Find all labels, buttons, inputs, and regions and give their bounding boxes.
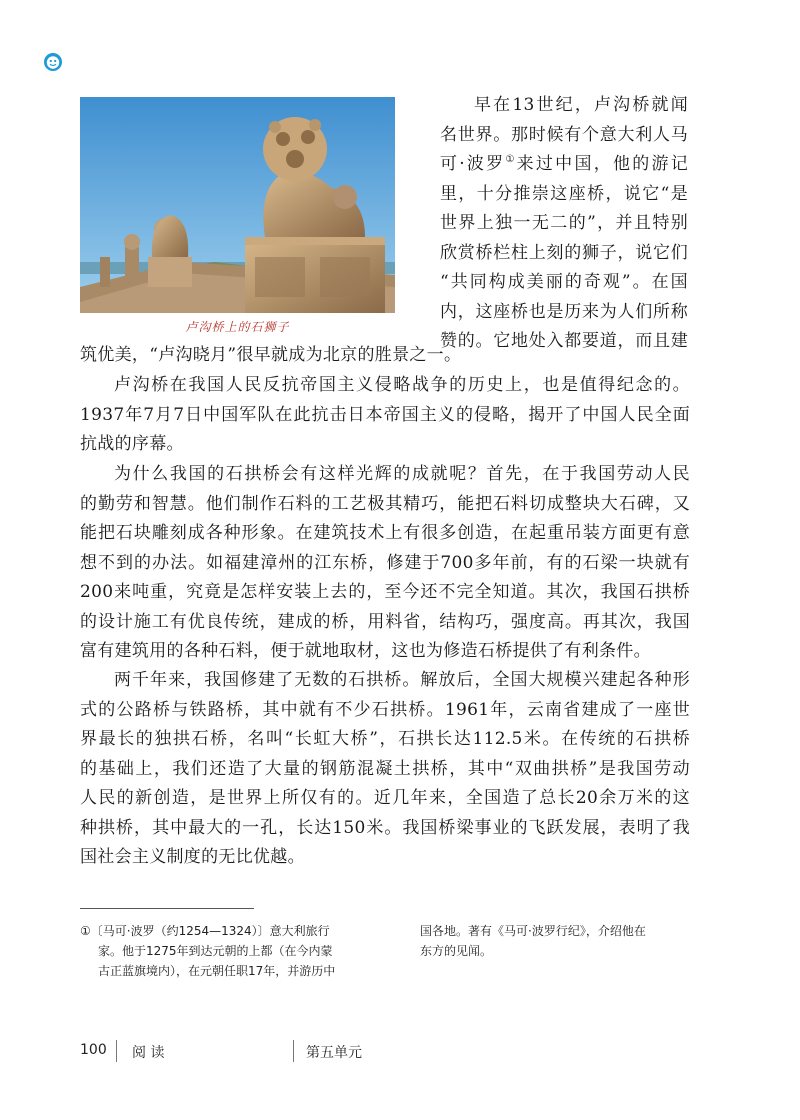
paragraph-3-line-1: 为什么我国的石拱桥会有这样光辉的成就呢？首先，在于我国劳动人民: [114, 464, 690, 484]
footnote-divider: [80, 908, 254, 909]
paragraph-1-line-8: 内，这座桥也是历来为人们所称: [440, 301, 688, 322]
paragraph-1-line-7: “共同构成美丽的奇观”。在国: [440, 272, 688, 292]
paragraph-1-line-4: 里，十分推崇这座桥，说它“是: [440, 183, 688, 204]
unit-label: 第五单元: [306, 1045, 362, 1061]
footnote-line-4: 国各地。著有《马可·波罗行纪》，介绍他在: [420, 924, 646, 938]
paragraph-1-line-5: 世界上独一无二的”，并且特别: [440, 213, 688, 233]
paragraph-1-line-10: 筑优美，“卢沟晓月”很早就成为北京的胜景之一。: [80, 345, 462, 365]
paragraph-1-last-line: [80, 341, 690, 371]
paragraph-3-line-5: 200来吨重，究竟是怎样安装上去的，至今还不完全知道。其次，我国石拱桥: [80, 582, 690, 602]
paragraph-4-line-7: 国社会主义制度的无比优越。: [80, 847, 305, 867]
stone-lion-photo: [80, 97, 395, 313]
paragraph-3: [80, 460, 690, 667]
book-section-label: 阅 读: [132, 1045, 165, 1061]
footnote-left-column: [80, 921, 370, 981]
footnote-right-column: [420, 921, 690, 961]
paragraph-1-line-3: [440, 150, 688, 180]
paragraph-4-line-3: 界最长的独拱石桥，名叫“长虹大桥”，石拱长达112.5米。在传统的石拱桥: [80, 729, 690, 749]
footer-divider-2: [293, 1040, 294, 1062]
paragraph-1-wrapped: [440, 91, 688, 357]
footnote-line-2: 家。他于1275年到达元朝的上都（在今内蒙: [98, 944, 333, 958]
paragraph-2-line-2: 1937年7月7日中国军队在此抗击日本帝国主义的侵略，揭开了中国人民全面: [80, 404, 690, 425]
smiley-icon: [43, 52, 63, 72]
paragraph-4-line-2: 式的公路桥与铁路桥，其中就有不少石拱桥。1961年，云南省建成了一座世: [80, 699, 690, 720]
paragraph-3-line-6: 的设计施工有优良传统，建成的桥，用料省，结构巧，强度高。再其次，我国: [80, 611, 690, 632]
paragraph-1-line-1: 早在13世纪，卢沟桥就闻: [474, 95, 688, 115]
paragraph-4-line-5: 人民的新创造，是世界上所仅有的。近几年来，全国造了总长20余万米的这: [80, 788, 690, 808]
paragraph-1-line-6: 欣赏桥栏柱上刻的狮子，说它们: [440, 242, 688, 263]
paragraph-4-line-4: 的基础上，我们还造了大量的钢筋混凝土拱桥，其中“双曲拱桥”是我国劳动: [80, 758, 690, 779]
paragraph-3-line-4: 想不到的办法。如福建漳州的江东桥，修建于700多年前，有的石梁一块就有: [80, 552, 690, 573]
footnote-ref[interactable]: ①: [505, 154, 517, 165]
paragraph-1-line-9: 赞的。它地处入都要道，而且建: [440, 331, 688, 351]
paragraph-3-line-7: 富有建筑用的各种石料，便于就地取材，这也为修造石桥提供了有利条件。: [80, 641, 651, 661]
marco-polo-text: 可·波罗: [440, 154, 506, 174]
paragraph-2: [80, 371, 690, 460]
paragraph-3-line-3: 能把石块雕刻成各种形象。在建筑技术上有很多创造，在起重吊装方面更有意: [80, 523, 690, 543]
paragraph-3-line-2: 的勤劳和智慧。他们制作石料的工艺极其精巧，能把石料切成整块大石碑，又: [80, 493, 690, 514]
paragraph-4-line-1: 两千年来，我国修建了无数的石拱桥。解放后，全国大规模兴建起各种形: [114, 670, 690, 690]
footnote-line-1: ①〔马可·波罗（约1254—1324）〕意大利旅行: [80, 924, 330, 938]
page-number: 100: [80, 1042, 107, 1058]
photo-caption: 卢沟桥上的石狮子: [185, 320, 290, 334]
footnote-line-3: 古正蓝旗境内），在元朝任职17年，并游历中: [98, 964, 336, 978]
paragraph-4: [80, 666, 690, 873]
footer-divider-1: [116, 1040, 117, 1062]
paragraph-1-line-2: 名世界。那时候有个意大利人马: [440, 124, 688, 145]
footnote-line-5: 东方的见闻。: [420, 944, 493, 958]
paragraph-2-line-1: 卢沟桥在我国人民反抗帝国主义侵略战争的历史上，也是值得纪念的。: [114, 375, 690, 395]
paragraph-4-line-6: 种拱桥，其中最大的一孔，长达150米。我国桥梁事业的飞跃发展，表明了我: [80, 817, 690, 838]
paragraph-2-line-3: 抗战的序幕。: [80, 434, 184, 454]
paragraph-1-line-3b: 来过中国，他的游记: [516, 154, 689, 174]
